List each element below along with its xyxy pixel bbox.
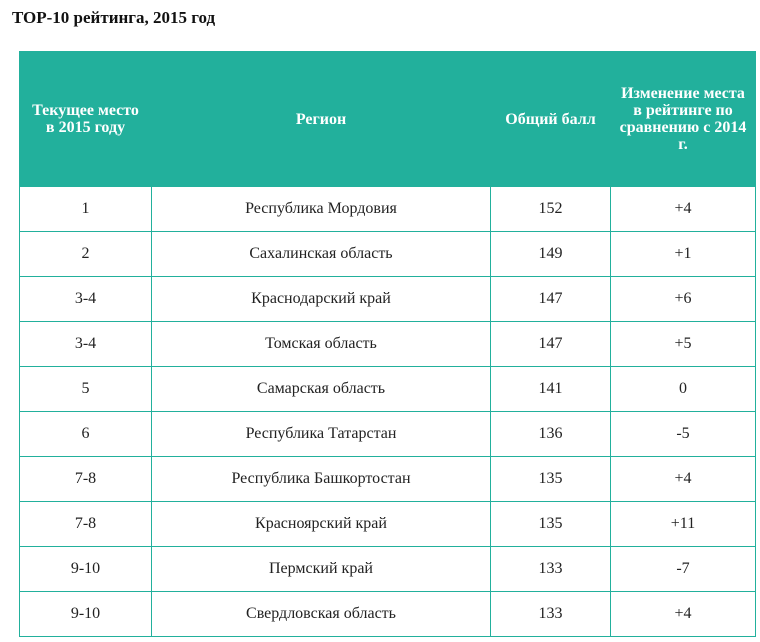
table-row	[20, 592, 756, 637]
rank-cell: 1	[20, 187, 152, 232]
change-cell: +11	[611, 502, 756, 547]
rank-cell: 3-4	[20, 322, 152, 367]
page-title: TOP-10 рейтинга, 2015 год	[12, 8, 216, 27]
region-cell: Краснодарский край	[152, 277, 491, 322]
header-row	[20, 52, 756, 187]
rank-cell: 3-4	[20, 277, 152, 322]
change-cell: +4	[611, 187, 756, 232]
table-row	[20, 187, 756, 232]
rank-cell: 7-8	[20, 502, 152, 547]
table-row	[20, 322, 756, 367]
region-cell: Республика Мордовия	[152, 187, 491, 232]
rank-cell: 9-10	[20, 592, 152, 637]
rank-cell: 6	[20, 412, 152, 457]
header-region: Регион	[152, 52, 491, 187]
region-cell: Пермский край	[152, 547, 491, 592]
region-cell: Республика Татарстан	[152, 412, 491, 457]
region-cell: Свердловская область	[152, 592, 491, 637]
score-cell: 141	[491, 367, 611, 412]
table-row	[20, 502, 756, 547]
change-cell: +4	[611, 457, 756, 502]
table-row	[20, 412, 756, 457]
rank-cell: 7-8	[20, 457, 152, 502]
change-cell: +4	[611, 592, 756, 637]
change-cell: 0	[611, 367, 756, 412]
change-cell: +1	[611, 232, 756, 277]
table-row	[20, 277, 756, 322]
score-cell: 147	[491, 277, 611, 322]
region-cell: Самарская область	[152, 367, 491, 412]
header-change: Изменение места в рейтинге по сравнению с 2014 г.	[611, 52, 756, 187]
score-cell: 149	[491, 232, 611, 277]
header-rank: Текущее место в 2015 году	[20, 52, 152, 187]
score-cell: 133	[491, 547, 611, 592]
header-score: Общий балл	[491, 52, 611, 187]
change-cell: +5	[611, 322, 756, 367]
region-cell: Красноярский край	[152, 502, 491, 547]
score-cell: 136	[491, 412, 611, 457]
rank-cell: 5	[20, 367, 152, 412]
region-cell: Сахалинская область	[152, 232, 491, 277]
score-cell: 147	[491, 322, 611, 367]
score-cell: 133	[491, 592, 611, 637]
rank-cell: 9-10	[20, 547, 152, 592]
table-row	[20, 367, 756, 412]
change-cell: -5	[611, 412, 756, 457]
table-row	[20, 547, 756, 592]
change-cell: +6	[611, 277, 756, 322]
table-row	[20, 457, 756, 502]
change-cell: -7	[611, 547, 756, 592]
score-cell: 152	[491, 187, 611, 232]
rating-table	[19, 51, 756, 637]
rank-cell: 2	[20, 232, 152, 277]
score-cell: 135	[491, 457, 611, 502]
table-row	[20, 232, 756, 277]
score-cell: 135	[491, 502, 611, 547]
region-cell: Томская область	[152, 322, 491, 367]
region-cell: Республика Башкортостан	[152, 457, 491, 502]
